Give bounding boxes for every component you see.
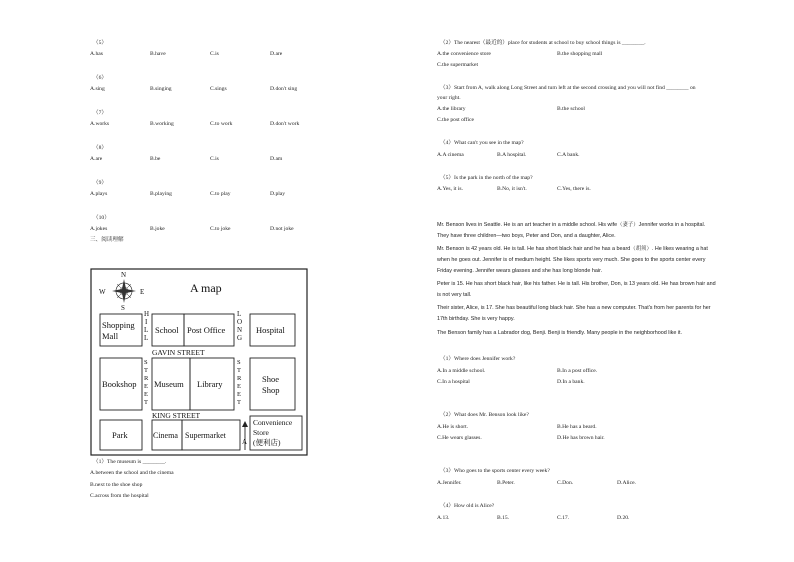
question-stem: （3）Start from A, walk along Long Street and turn left at the second crossing and you will not find ________ on xyxy=(440,85,696,91)
svg-text:S: S xyxy=(144,359,148,366)
option-b[interactable]: B.next to the shoe shop xyxy=(90,482,143,488)
passage-line: 17th birthday. She is very happy. xyxy=(437,316,515,322)
bookshop-label: Bookshop xyxy=(102,379,137,389)
option-b[interactable]: B.No, it isn't. xyxy=(497,186,527,192)
option-b[interactable]: B.be xyxy=(150,156,161,162)
passage-line: when he goes out. Jennifer is of medium height. She likes sports very much. She goes to the sports center every xyxy=(437,257,706,263)
convenience-label-3: (便利店) xyxy=(253,438,281,447)
passage-line: Peter is 15. He has short black hair, like his father. He is tall. His brother, Don, is 13 years old. He has brown hair and xyxy=(437,281,716,287)
option-d[interactable]: D.are xyxy=(270,51,283,57)
option-a[interactable]: A.He is short. xyxy=(437,424,469,430)
shopping-mall-label-2: Mall xyxy=(102,331,119,341)
option-a[interactable]: A.Jennifer. xyxy=(437,480,462,486)
shopping-mall-label-1: Shopping xyxy=(102,320,135,330)
question-number: （5） xyxy=(93,40,107,46)
option-b[interactable]: B.the shopping mall xyxy=(557,51,603,57)
convenience-label-1: Convenience xyxy=(253,418,293,427)
question-stem: （4）What can't you see in the map? xyxy=(440,140,524,146)
cinema-label: Cinema xyxy=(153,431,178,440)
option-a[interactable]: A.sing xyxy=(90,86,105,92)
svg-text:R: R xyxy=(237,375,242,382)
option-c[interactable]: C.across from the hospital xyxy=(90,493,149,499)
museum-label: Museum xyxy=(154,379,184,389)
option-c[interactable]: C.A bank. xyxy=(557,152,580,158)
option-b[interactable]: B.15. xyxy=(497,515,510,521)
passage-line: They have three children—two boys, Peter and Don, and a daughter, Alice. xyxy=(437,233,616,239)
option-b[interactable]: B.the school xyxy=(557,106,585,112)
option-d[interactable]: D.don't work xyxy=(270,121,300,127)
gavin-street-label: GAVIN STREET xyxy=(152,348,205,357)
map-title: A map xyxy=(190,281,222,295)
post-office-label: Post Office xyxy=(187,325,226,335)
option-c[interactable]: C.is xyxy=(210,156,219,162)
option-d[interactable]: D.Alice. xyxy=(617,480,636,486)
compass-icon xyxy=(112,279,136,303)
option-d[interactable]: D.am xyxy=(270,156,283,162)
svg-text:T: T xyxy=(144,367,148,374)
park-label: Park xyxy=(112,430,128,440)
svg-text:E: E xyxy=(144,391,148,398)
svg-text:N: N xyxy=(237,326,243,334)
point-a-label: A xyxy=(242,438,248,446)
option-b[interactable]: B.Peter. xyxy=(497,480,515,486)
option-d[interactable]: D.not joke xyxy=(270,226,294,232)
passage-line: Their sister, Alice, is 17. She has beautiful long black hair. She has a new computer. That's from her parents for her xyxy=(437,305,711,311)
question-stem: （1）Where does Jennifer work? xyxy=(440,356,516,362)
convenience-label-2: Store xyxy=(253,428,269,437)
question-stem: （5）Is the park in the north of the map? xyxy=(440,175,533,181)
question-number: （8） xyxy=(93,145,107,151)
option-b[interactable]: B.He has a beard. xyxy=(557,424,597,430)
option-c[interactable]: C.He wears glasses. xyxy=(437,435,482,441)
option-a[interactable]: A.13. xyxy=(437,515,450,521)
option-c[interactable]: C.to work xyxy=(210,121,233,127)
svg-text:S: S xyxy=(237,359,241,366)
option-c[interactable]: C.is xyxy=(210,51,219,57)
option-a[interactable]: A.the convenience store xyxy=(437,51,491,57)
passage-line: The Benson family has a Labrador dog, Benji. Benji is friendly. Many people in the neighborhood like it. xyxy=(437,330,683,336)
option-c[interactable]: C.Yes, there is. xyxy=(557,186,591,192)
library-label: Library xyxy=(197,379,223,389)
question-stem: （3）Who goes to the sports center every week? xyxy=(440,468,550,474)
option-d[interactable]: D.20. xyxy=(617,515,630,521)
question-stem-cont: your right. xyxy=(437,95,461,101)
option-d[interactable]: D.play xyxy=(270,191,286,197)
street-map-svg xyxy=(90,268,308,456)
option-b[interactable]: B.joke xyxy=(150,226,165,232)
compass-e: E xyxy=(140,288,145,296)
option-c[interactable]: C.17. xyxy=(557,515,570,521)
compass-n: N xyxy=(121,271,127,279)
street-map xyxy=(90,268,308,456)
option-a[interactable]: A.Yes, it is. xyxy=(437,186,464,192)
block-shopping-mall xyxy=(100,314,142,346)
option-a[interactable]: A.the library xyxy=(437,106,466,112)
svg-text:O: O xyxy=(237,318,243,326)
option-c[interactable]: C.Don. xyxy=(557,480,574,486)
svg-text:E: E xyxy=(237,383,241,390)
question-stem: （4）How old is Alice? xyxy=(440,503,495,509)
passage-line: is not very tall. xyxy=(437,292,472,298)
passage-line: Friday evening. Jennifer wears glasses and she has long blonde hair. xyxy=(437,268,603,274)
option-a[interactable]: A.In a middle school. xyxy=(437,368,486,374)
block-shoe-shop xyxy=(250,358,295,410)
shoe-shop-label-1: Shoe xyxy=(262,374,279,384)
svg-text:T: T xyxy=(237,367,241,374)
svg-text:L: L xyxy=(144,334,149,342)
svg-text:L: L xyxy=(237,310,242,318)
svg-text:T: T xyxy=(144,399,148,406)
option-d[interactable]: D.don't sing xyxy=(270,86,298,92)
option-b[interactable]: B.have xyxy=(150,51,166,57)
option-a[interactable]: A.are xyxy=(90,156,103,162)
option-b[interactable]: B.A hospital. xyxy=(497,152,527,158)
question-number: （6） xyxy=(93,75,107,81)
option-a[interactable]: A.works xyxy=(90,121,110,127)
question-number: （7） xyxy=(93,110,107,116)
svg-text:E: E xyxy=(237,391,241,398)
question-number: （9） xyxy=(93,180,107,186)
option-c[interactable]: C.sings xyxy=(210,86,227,92)
shoe-shop-label-2: Shop xyxy=(262,385,280,395)
hospital-label: Hospital xyxy=(256,325,285,335)
svg-text:G: G xyxy=(237,334,243,342)
option-c[interactable]: C.to joke xyxy=(210,226,231,232)
option-a[interactable]: A.plays xyxy=(90,191,108,197)
option-c[interactable]: C.the supermarket xyxy=(437,62,479,68)
option-b[interactable]: B.In a post office. xyxy=(557,368,598,374)
svg-text:L: L xyxy=(144,326,149,334)
option-c[interactable]: C.to play xyxy=(210,191,231,197)
option-a[interactable]: A.has xyxy=(90,51,103,57)
question-stem: （1）The museum is ________. xyxy=(93,459,167,465)
option-a[interactable]: A.A cinema xyxy=(437,152,464,158)
option-c[interactable]: C.the post office xyxy=(437,117,475,123)
compass-w: W xyxy=(99,288,106,296)
option-a[interactable]: A.jokes xyxy=(90,226,108,232)
question-stem: （2）The nearest（最近的）place for students at school to buy school things is ________. xyxy=(440,40,646,46)
question-number: （10） xyxy=(93,215,110,221)
option-d[interactable]: D.In a bank. xyxy=(557,379,585,385)
svg-text:E: E xyxy=(144,383,148,390)
compass-s: S xyxy=(121,304,125,312)
option-b[interactable]: B.singing xyxy=(150,86,172,92)
svg-text:R: R xyxy=(144,375,149,382)
svg-text:T: T xyxy=(237,399,241,406)
school-label: School xyxy=(155,325,179,335)
question-stem: （2）What does Mr. Benson look like? xyxy=(440,412,529,418)
option-d[interactable]: D.He has brown hair. xyxy=(557,435,605,441)
svg-text:I: I xyxy=(145,318,148,326)
option-b[interactable]: B.working xyxy=(150,121,174,127)
king-street-label: KING STREET xyxy=(152,411,201,420)
supermarket-label: Supermarket xyxy=(185,431,226,440)
option-c[interactable]: C.In a hospital xyxy=(437,379,470,385)
option-a[interactable]: A.between the school and the cinema xyxy=(90,470,174,476)
section-heading: 三、阅读理解 xyxy=(90,237,124,243)
option-b[interactable]: B.playing xyxy=(150,191,172,197)
passage-line: Mr. Benson lives in Seattle. He is an art teacher in a middle school. His wife（妻子）Jennifer works in a hospital. xyxy=(437,222,706,228)
svg-text:H: H xyxy=(144,310,150,318)
passage-line: Mr. Benson is 42 years old. He is tall. He has short black hair and he has a beard（胡须）. He likes wearing a hat xyxy=(437,246,708,252)
